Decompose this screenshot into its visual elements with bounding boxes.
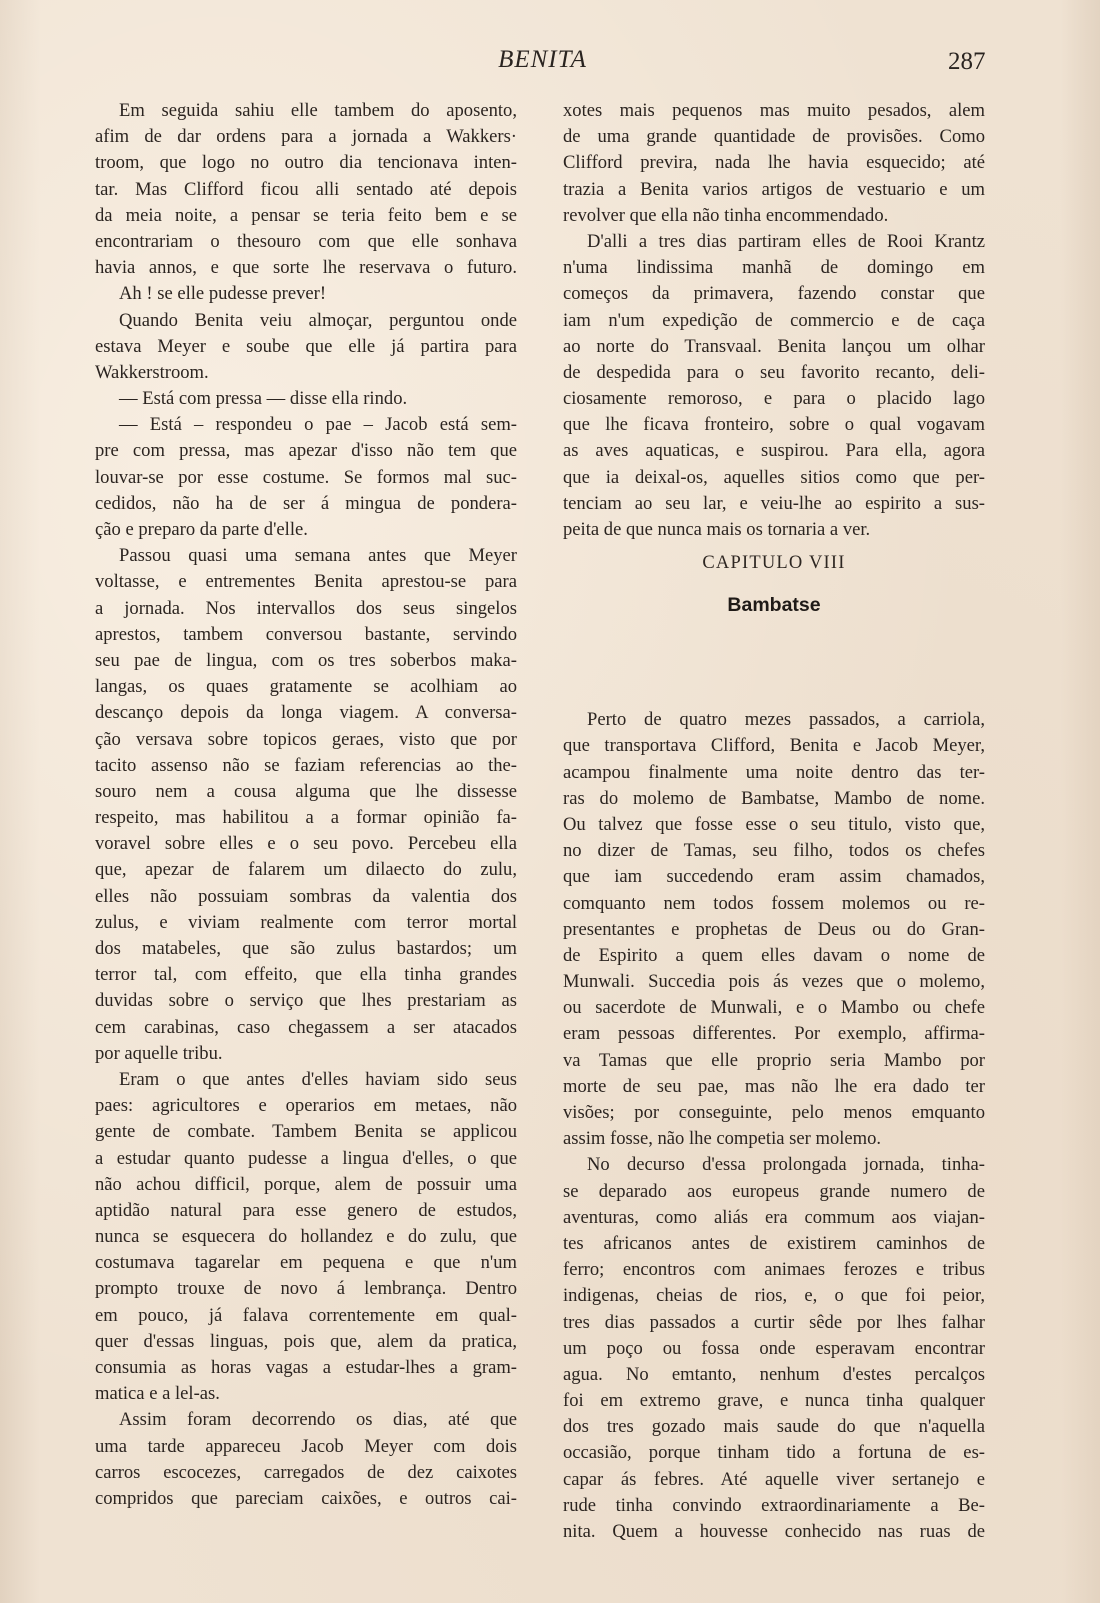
text-line: aprestos, tambem conversou bastante, servindo — [95, 623, 517, 645]
text-line: ção versava sobre topicos geraes, visto que por — [95, 728, 517, 750]
text-line: indigenas, cheias de rios, e, o que foi peior, — [563, 1285, 985, 1307]
text-line: terror tal, com effeito, que ella tinha grandes — [95, 964, 517, 986]
text-line: tenciam ao seu lar, e veiu-lhe ao espirito a sus- — [563, 492, 985, 514]
left-text-column — [95, 98, 517, 1512]
text-line: troom, que logo no outro dia tencionava inten- — [95, 152, 517, 174]
text-line: Wakkerstroom. — [95, 361, 209, 383]
right-column-text-after-chapter — [563, 707, 985, 1545]
text-line: seu pae de lingua, com os tres soberbos maka- — [95, 649, 517, 671]
text-line: eram pessoas differentes. Por exemplo, affirma- — [563, 1023, 985, 1045]
chapter-title: Bambatse — [727, 594, 821, 617]
text-line: nita. Quem a houvesse conhecido nas ruas de — [563, 1521, 985, 1542]
text-line: dos tres gozado mais saude do que n'aquella — [563, 1416, 985, 1438]
text-line: a jornada. Nos intervallos dos seus singelos — [95, 597, 517, 619]
text-line: Perto de quatro mezes passados, a carriola, — [587, 709, 985, 731]
text-line: ao norte do Transvaal. Benita lançou um olhar — [563, 335, 985, 357]
text-line: não achou difficil, porque, alem de possuir uma — [95, 1173, 517, 1195]
text-line: se deparado aos europeus grande numero de — [563, 1180, 985, 1202]
text-line: um poço ou fossa onde esperavam encontrar — [563, 1337, 985, 1359]
text-line: ção e preparo da parte d'elle. — [95, 519, 308, 540]
text-line: afim de dar ordens para a jornada a Wakkers· — [95, 126, 517, 148]
text-line: quer d'essas linguas, pois que, alem da pratica, — [95, 1330, 517, 1352]
text-line: assim fosse, não lhe competia ser molemo. — [563, 1128, 882, 1150]
text-line: paes: agricultores e operarios em metaes, não — [95, 1095, 517, 1117]
text-line: matica e a lel-as. — [95, 1383, 220, 1405]
text-line: que lhe ficava fronteiro, sobre o qual vogavam — [563, 414, 985, 436]
text-line: D'alli a tres dias partiram elles de Rooi Krantz — [587, 230, 985, 252]
chapter-number: CAPITULO VIII — [702, 553, 846, 574]
text-line: costumava tagarelar em pequena e que n'um — [95, 1252, 517, 1274]
text-line: tar. Mas Clifford ficou alli sentado até depois — [95, 178, 517, 200]
text-line: trazia a Benita varios artigos de vestuario e um — [563, 178, 985, 200]
text-line: Clifford previra, nada lhe havia esquecido; até — [563, 152, 985, 174]
text-line: encontrariam o thesouro com que elle sonhava — [95, 230, 517, 252]
text-line: presentantes e prophetas de Deus ou do Gran- — [563, 918, 985, 940]
text-line: zulus, e viviam realmente com terror mortal — [95, 911, 517, 933]
text-line: louvar-se por esse costume. Se formos mal suc- — [95, 466, 517, 488]
text-line: agua. No emtanto, nenhum d'estes percalços — [563, 1363, 985, 1385]
text-line: elles não possuiam sombras da valentia dos — [95, 885, 517, 907]
text-line: Passou quasi uma semana antes que Meyer — [119, 545, 517, 567]
page-number: 287 — [948, 48, 986, 75]
running-head — [0, 46, 1100, 82]
text-line: que ia deixal-os, aquelles sitios como que per- — [563, 466, 985, 488]
running-title: BENITA — [498, 46, 587, 73]
text-line: aventuras, como aliás era commum aos viajan- — [563, 1206, 985, 1228]
text-line: Ou talvez que fosse esse o seu titulo, visto que, — [563, 813, 985, 835]
text-line: ras do molemo de Bambatse, Mambo de nome. — [563, 787, 985, 809]
text-line: cem carabinas, caso chegassem a ser atacados — [95, 1016, 517, 1038]
text-line: de uma grande quantidade de provisões. Como — [563, 126, 985, 148]
text-line: tacito assenso não se faziam referencias ao the- — [95, 754, 517, 776]
text-line: tes africanos antes de existirem caminhos de — [563, 1232, 985, 1254]
text-line: Assim foram decorrendo os dias, até que — [119, 1409, 517, 1431]
text-line: começos da primavera, fazendo constar que — [563, 283, 985, 305]
text-line: souro nem a cousa alguma que lhe dissesse — [95, 780, 517, 802]
text-line: descanço depois da longa viagem. A conversa- — [95, 702, 517, 724]
text-line: voravel sobre elles e o seu povo. Percebeu ella — [95, 833, 517, 855]
text-line: estava Meyer e soube que elle já partira para — [95, 335, 517, 357]
text-line: de Espirito a quem elles davam o nome de — [563, 944, 985, 966]
text-line: que, apezar de falarem um dilaecto do zulu, — [95, 859, 517, 881]
text-line: a estudar quanto pudesse a lingua d'elles, o que — [95, 1147, 517, 1169]
text-line: nunca se esquecera do hollandez e do zulu, que — [95, 1226, 517, 1248]
text-line: foi em extremo grave, e nunca tinha qualquer — [563, 1390, 985, 1412]
text-line: que iam succedendo eram assim chamados, — [563, 866, 985, 888]
text-line: que transportava Clifford, Benita e Jacob Meyer, — [563, 735, 985, 757]
text-line: aptidão natural para esse genero de estudos, — [95, 1199, 517, 1221]
text-line: Munwali. Succedia pois ás vezes que o molemo, — [563, 971, 985, 993]
right-column-text-before-chapter — [563, 98, 985, 543]
text-line: uma tarde appareceu Jacob Meyer com dois — [95, 1435, 517, 1457]
text-line: compridos que pareciam caixões, e outros cai- — [95, 1487, 517, 1509]
text-line: havia annos, e que sorte lhe reservava o futuro. — [95, 257, 517, 279]
text-line: morte de seu pae, mas não lhe era dado ter — [563, 1075, 985, 1097]
text-line: tres dias passados a curtir sêde por lhes falhar — [563, 1311, 985, 1333]
text-line: Quando Benita veiu almoçar, perguntou onde — [119, 309, 517, 331]
text-line: respeito, mas habilitou a a formar opinião fa- — [95, 807, 517, 829]
text-line: xotes mais pequenos mas muito pesados, alem — [563, 100, 985, 121]
text-line: acampou finalmente uma noite dentro das ter- — [563, 761, 985, 783]
text-line: em pouco, já falava correntemente em qual- — [95, 1304, 517, 1326]
text-line: de despedida para o seu favorito recanto, deli- — [563, 361, 985, 383]
text-line: Ah ! se elle pudesse prever! — [119, 283, 327, 305]
text-line: ferro; encontros com animaes ferozes e tribus — [563, 1259, 985, 1281]
text-line: occasião, porque tinham tido a fortuna de es- — [563, 1442, 985, 1464]
text-line: va Tamas que elle proprio seria Mambo por — [563, 1049, 985, 1071]
text-line: no dizer de Tamas, seu filho, todos os chefes — [563, 840, 985, 862]
text-line: consumia as horas vagas a estudar-lhes a gram- — [95, 1357, 517, 1378]
text-line: prompto trouxe de novo á lembrança. Dentro — [95, 1278, 517, 1300]
text-line: visões; por conseguinte, pelo menos emquanto — [563, 1102, 985, 1123]
text-line: cedidos, não ha de ser á mingua de pondera- — [95, 492, 517, 514]
text-line: — Está – respondeu o pae – Jacob está sem- — [119, 414, 517, 436]
text-line: carros escocezes, carregados de dez caixotes — [95, 1461, 517, 1483]
text-line: comquanto nem todos fossem molemos ou re- — [563, 892, 985, 914]
text-line: dos matabeles, que são zulus bastardos; um — [95, 938, 517, 959]
text-line: da meia noite, a pensar se teria feito bem e se — [95, 204, 517, 226]
text-line: duvidas sobre o serviço que lhes prestariam as — [95, 990, 517, 1012]
right-text-column — [563, 98, 985, 1545]
chapter-heading — [563, 543, 985, 707]
text-line: por aquelle tribu. — [95, 1042, 223, 1064]
text-line: n'uma lindissima manhã de domingo em — [563, 257, 985, 279]
text-line: No decurso d'essa prolongada jornada, tinha- — [587, 1154, 985, 1176]
text-line: iam n'um expedição de commercio e de caça — [563, 309, 985, 331]
text-line: revolver que ella não tinha encommendado. — [563, 204, 889, 226]
text-line: Eram o que antes d'elles haviam sido seus — [119, 1068, 517, 1090]
text-line: gente de combate. Tambem Benita se applicou — [95, 1121, 517, 1143]
text-line: peita de que nunca mais os tornaria a ver. — [563, 519, 871, 540]
text-line: rude tinha convindo extraordinariamente a Be- — [563, 1494, 985, 1516]
text-line: langas, os quaes gratamente se acolhiam ao — [95, 676, 517, 698]
text-line: — Está com pressa — disse ella rindo. — [119, 388, 408, 410]
text-line: as aves aquaticas, e suspirou. Para ella, agora — [563, 440, 985, 462]
text-line: voltasse, e entrementes Benita aprestou-se para — [95, 571, 517, 593]
text-line: ou sacerdote de Munwali, e o Mambo ou chefe — [563, 997, 985, 1019]
text-line: Em seguida sahiu elle tambem do aposento, — [119, 100, 517, 121]
text-line: pre com pressa, mas apezar d'isso não tem que — [95, 440, 517, 462]
text-line: capar ás febres. Até aquelle viver sertanejo e — [563, 1468, 985, 1490]
text-line: ciosamente remoroso, e para o placido lago — [563, 388, 985, 410]
